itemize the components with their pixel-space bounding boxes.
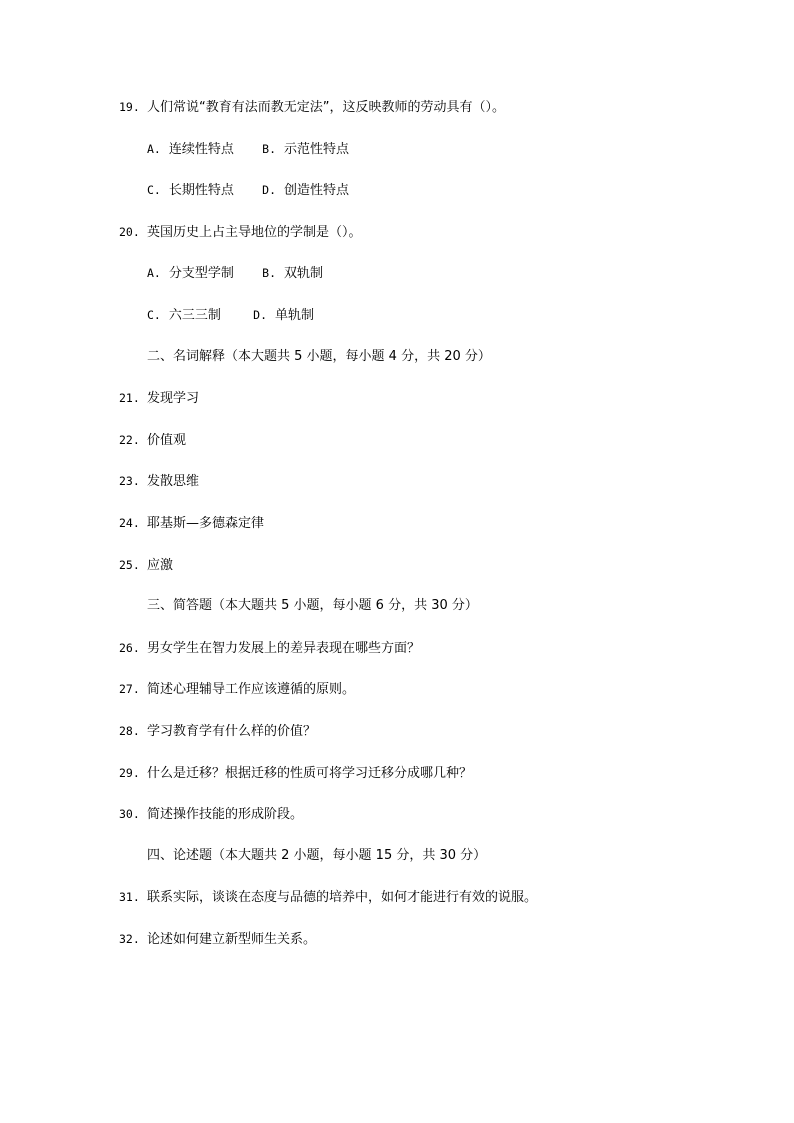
- question-number: 28.: [119, 724, 140, 738]
- question-25: [119, 556, 173, 575]
- option-text: 单轨制: [275, 308, 315, 323]
- question-24: [119, 514, 264, 533]
- question-text: 简述操作技能的形成阶段。: [147, 807, 304, 822]
- option-letter: D.: [253, 308, 268, 322]
- question-number: 19.: [119, 100, 140, 114]
- question-19-options-row-2: [147, 181, 349, 200]
- question-text: 简述心理辅导工作应该遵循的原则。: [147, 682, 356, 697]
- option-text: 分支型学制: [168, 266, 234, 281]
- section-heading-4: 四、论述题（本大题共 2 小题，每小题 15 分，共 30 分）: [147, 848, 487, 863]
- question-26: [119, 639, 420, 658]
- question-text: 联系实际，谈谈在态度与品德的培养中，如何才能进行有效的说服。: [147, 890, 538, 905]
- question-number: 24.: [119, 516, 140, 530]
- question-19-options-row-1: [147, 140, 349, 159]
- question-31: [119, 888, 537, 907]
- option-letter: B.: [262, 142, 277, 156]
- question-28: [119, 722, 316, 741]
- section-heading-2: 二、名词解释（本大题共 5 小题，每小题 4 分，共 20 分）: [147, 349, 491, 364]
- question-21: [119, 389, 199, 408]
- question-22: [119, 431, 186, 450]
- option-text: 创造性特点: [284, 183, 350, 198]
- question-number: 27.: [119, 682, 140, 696]
- question-number: 23.: [119, 474, 140, 488]
- question-text: 学习教育学有什么样的价值？: [147, 724, 317, 739]
- question-number: 25.: [119, 558, 140, 572]
- question-text: 耶基斯—多德森定律: [147, 516, 265, 531]
- question-text: 论述如何建立新型师生关系。: [147, 932, 317, 947]
- option-letter: C.: [147, 308, 161, 322]
- option-text: 双轨制: [284, 266, 324, 281]
- question-23: [119, 472, 199, 491]
- question-number: 32.: [119, 932, 140, 946]
- question-number: 30.: [119, 807, 140, 821]
- question-text: 发现学习: [147, 391, 200, 406]
- option-text: 示范性特点: [284, 142, 350, 157]
- option-text: 长期性特点: [168, 183, 234, 198]
- question-number: 20.: [119, 225, 140, 239]
- question-number: 22.: [119, 433, 140, 447]
- option-letter: A.: [147, 266, 161, 280]
- option-text: 连续性特点: [168, 142, 234, 157]
- option-letter: D.: [262, 183, 277, 197]
- question-30: [119, 805, 303, 824]
- question-number: 29.: [119, 766, 140, 780]
- section-heading-3: 三、简答题（本大题共 5 小题，每小题 6 分，共 30 分）: [147, 598, 478, 613]
- question-text: 男女学生在智力发展上的差异表现在哪些方面？: [147, 641, 421, 656]
- question-text: 英国历史上占主导地位的学制是（）。: [147, 225, 362, 240]
- question-19: [119, 98, 505, 117]
- question-text: 应激: [147, 558, 174, 573]
- question-20-options-row-2: [147, 306, 314, 325]
- option-letter: A.: [147, 142, 161, 156]
- question-32: [119, 930, 316, 949]
- option-letter: C.: [147, 183, 161, 197]
- question-text: 人们常说“教育有法而教无定法”，这反映教师的劳动具有（）。: [147, 100, 505, 115]
- question-20-options-row-1: [147, 264, 323, 283]
- option-text: 六三三制: [168, 308, 221, 323]
- question-20: [119, 223, 362, 242]
- question-text: 发散思维: [147, 474, 200, 489]
- option-letter: B.: [262, 266, 277, 280]
- question-text: 什么是迁移？根据迁移的性质可将学习迁移分成哪几种？: [147, 766, 473, 781]
- question-number: 26.: [119, 641, 140, 655]
- question-29: [119, 764, 472, 783]
- question-number: 31.: [119, 890, 140, 904]
- question-27: [119, 680, 355, 699]
- question-text: 价值观: [147, 433, 187, 448]
- question-number: 21.: [119, 391, 140, 405]
